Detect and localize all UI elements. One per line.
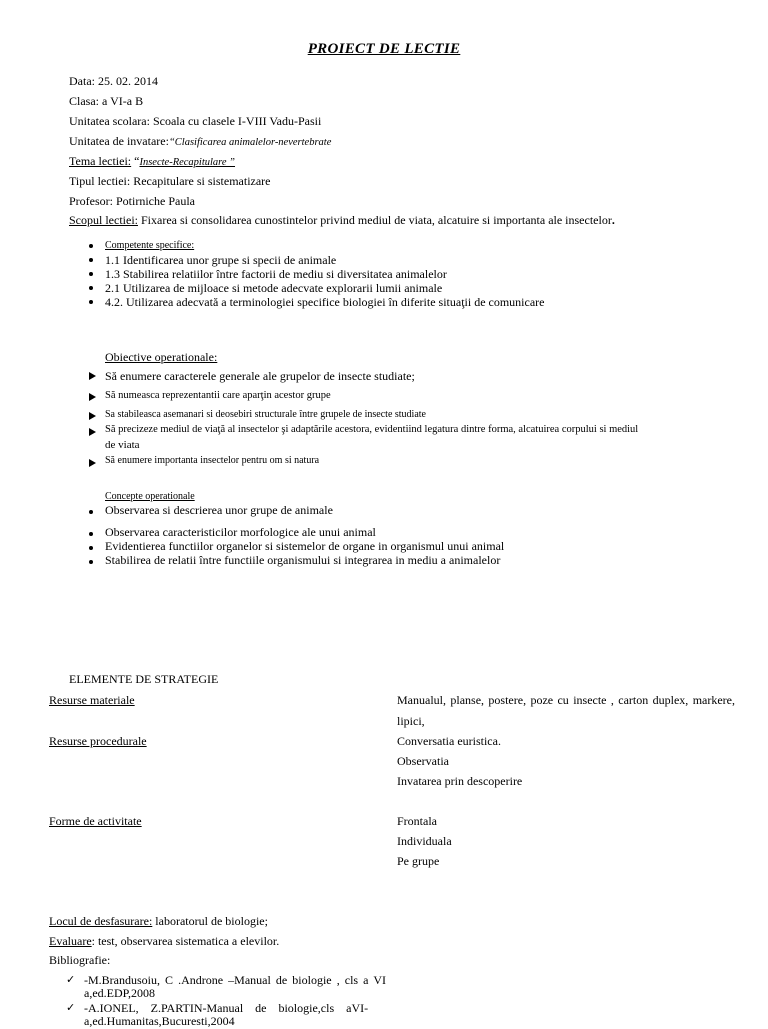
- document-title: PROIECT DE LECTIE: [307, 41, 461, 57]
- strategy-heading: ELEMENTE DE STRATEGIE: [69, 672, 219, 686]
- material-resources-value-continued: lipici,: [397, 714, 425, 728]
- arrow-bullet-icon: [89, 372, 96, 380]
- bullet-icon: [89, 510, 93, 514]
- competence-item: 1.1 Identificarea unor grupe si specii de animale: [105, 253, 337, 267]
- arrow-bullet-icon: [89, 393, 96, 401]
- procedural-resources-label: Resurse procedurale: [49, 734, 147, 748]
- material-resources-label: Resurse materiale: [49, 693, 135, 707]
- concept-item: Evidentierea functiilor organelor si sistemelor de organe in organismul unui animal: [105, 539, 505, 553]
- bullet-icon: [89, 300, 93, 304]
- activity-form-item: Pe grupe: [397, 854, 440, 868]
- lesson-type-line: Tipul lectiei: Recapitulare si sistematizare: [69, 174, 271, 188]
- activity-form-item: Frontala: [397, 814, 437, 828]
- learning-unit-label: Unitatea de invatare:: [69, 134, 169, 148]
- checkmark-icon: ✓: [66, 1001, 76, 1014]
- checkmark-icon: ✓: [66, 973, 76, 986]
- bibliography-item: -A.IONEL, Z.PARTIN-Manual de biologie,cls aVI-: [84, 1001, 369, 1015]
- objective-item-continuation: de viata: [105, 439, 140, 451]
- evaluation-value: : test, observarea sistematica a elevilor.: [91, 934, 280, 948]
- procedural-resource-item: Invatarea prin descoperire: [397, 774, 523, 788]
- date-line: Data: 25. 02. 2014: [69, 74, 158, 88]
- activity-form-item: Individuala: [397, 834, 452, 848]
- objectives-heading: Obiective operationale:: [105, 350, 218, 364]
- bullet-icon: [89, 546, 93, 550]
- bullet-icon: [89, 244, 93, 248]
- location-value: laboratorul de biologie;: [152, 914, 268, 928]
- competences-heading: Competente specifice:: [105, 240, 195, 251]
- objective-item: Să numeasca reprezentantii care aparţin acestor grupe: [105, 390, 331, 401]
- evaluation-line: [49, 934, 279, 949]
- class-line: Clasa: a VI-a B: [69, 94, 144, 108]
- competence-item: 2.1 Utilizarea de mijloace si metode adecvate explorarii lumii animale: [105, 281, 443, 295]
- material-resources-value: Manualul, planse, postere, poze cu insecte , carton duplex, markere,: [397, 693, 735, 707]
- bibliography-item: -M.Brandusoiu, C .Androne –Manual de biologie , cls a VI: [84, 973, 386, 987]
- arrow-bullet-icon: [89, 412, 96, 420]
- learning-unit-value: “Clasificarea animalelor-nevertebrate: [168, 137, 332, 148]
- competence-item: 4.2. Utilizarea adecvată a terminologiei specifice biologiei în diferite situaţii de comunicare: [105, 295, 545, 309]
- competence-item: 1.3 Stabilirea relatiilor între factorii de mediu si diversitatea animalelor: [105, 267, 447, 281]
- bibliography-heading: Bibliografie:: [49, 953, 111, 967]
- arrow-bullet-icon: [89, 459, 96, 467]
- procedural-resource-item: Conversatia euristica.: [397, 734, 501, 748]
- learning-unit-line: [69, 134, 331, 149]
- lesson-topic-value: Insecte-Recapitulare ”: [139, 157, 236, 168]
- procedural-resource-item: Observatia: [397, 754, 449, 768]
- activity-forms-label: Forme de activitate: [49, 814, 142, 828]
- concept-item: Stabilirea de relatii între functiile organismului si integrarea in mediu a animalelor: [105, 553, 501, 567]
- evaluation-label: Evaluare: [49, 934, 92, 948]
- bibliography-item-continued: a,ed.EDP,2008: [84, 986, 155, 1000]
- objective-item: Sa stabileasca asemanari si deosebiri structurale între grupele de insecte studiate: [105, 409, 426, 420]
- bullet-icon: [89, 258, 93, 262]
- concept-item: Observarea si descrierea unor grupe de animale: [105, 503, 333, 517]
- bullet-icon: [89, 532, 93, 536]
- bullet-icon: [89, 272, 93, 276]
- lesson-goal-line: [69, 213, 615, 228]
- teacher-line: Profesor: Potirniche Paula: [69, 194, 195, 208]
- lesson-goal-end: .: [611, 213, 615, 227]
- school-line: Unitatea scolara: Scoala cu clasele I-VIII Vadu-Pasii: [69, 114, 322, 128]
- concepts-heading: Concepte operationale: [105, 491, 195, 502]
- bullet-icon: [89, 560, 93, 564]
- lesson-topic-line: [69, 154, 235, 169]
- arrow-bullet-icon: [89, 428, 96, 436]
- lesson-goal-label: Scopul lectiei:: [69, 213, 138, 227]
- objective-item: Să enumere importanta insectelor pentru om si natura: [105, 455, 320, 466]
- location-line: [49, 914, 268, 929]
- objective-item: Să enumere caracterele generale ale grupelor de insecte studiate;: [105, 369, 415, 383]
- bibliography-item-continued: a,ed.Humanitas,Bucuresti,2004: [84, 1014, 235, 1028]
- bullet-icon: [89, 286, 93, 290]
- lesson-topic-label: Tema lectiei:: [69, 154, 132, 168]
- lesson-topic-quote: “: [134, 154, 140, 168]
- location-label: Locul de desfasurare:: [49, 914, 153, 928]
- lesson-goal-value: Fixarea si consolidarea cunostintelor privind mediul de viata, alcatuire si importanta ale insectelor: [137, 213, 612, 227]
- concept-item: Observarea caracteristicilor morfologice ale unui animal: [105, 525, 376, 539]
- objective-item: Să precizeze mediul de viaţă al insectelor şi adaptările acestora, evidentiind legatura dintre forma, alcatuirea corpului si mediul: [105, 424, 639, 435]
